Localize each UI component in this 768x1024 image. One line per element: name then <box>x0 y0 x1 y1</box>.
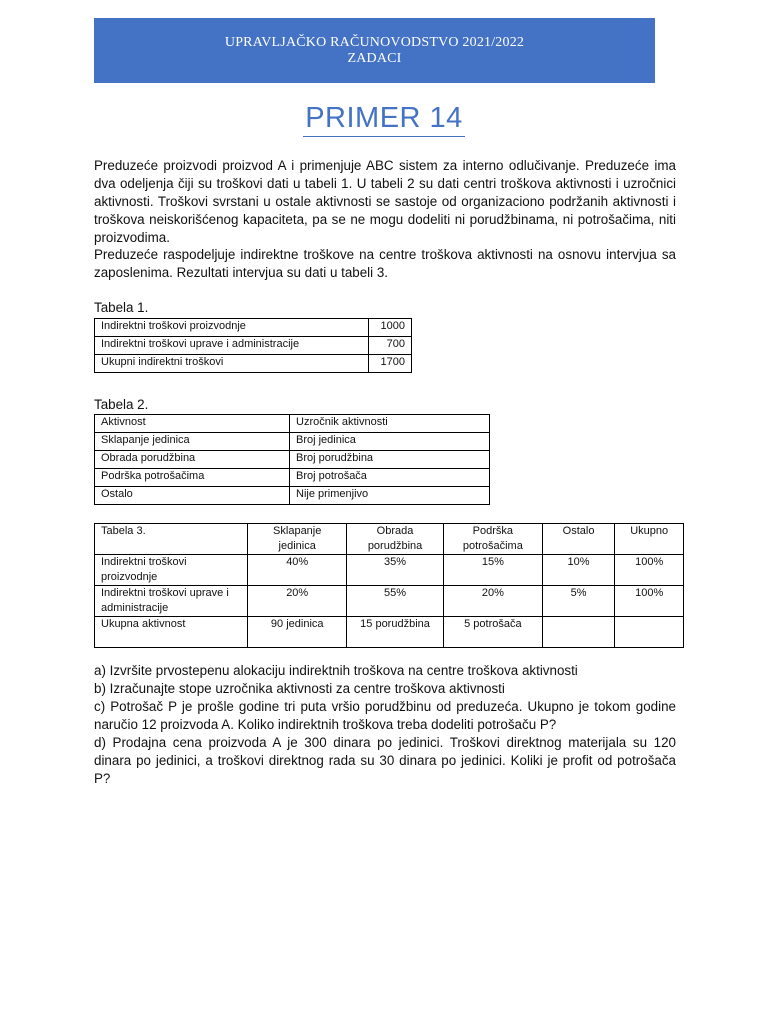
table-cell: 20% <box>248 586 347 617</box>
table-row <box>95 415 490 433</box>
column-header: Ostalo <box>542 524 615 555</box>
table-cell: 100% <box>615 555 684 586</box>
table-cell: 5 potrošača <box>443 617 542 648</box>
table-cell: Uzročnik aktivnosti <box>290 415 490 433</box>
table-cell: Ukupni indirektni troškovi <box>95 355 369 373</box>
table3-caption: Tabela 3. <box>95 524 248 555</box>
table-cell: Indirektni troškovi proizvodnje <box>95 319 369 337</box>
table-cell: 100% <box>615 586 684 617</box>
table-cell: Aktivnost <box>95 415 290 433</box>
table-cell: Ostalo <box>95 487 290 505</box>
header-banner <box>94 18 655 83</box>
question-c: c) Potrošač P je prošle godine tri puta vršio porudžbinu od preduzeća. Ukupno je tokom godine naručio 12 proizvoda A. Koliko indirektnih troškova treba dodeliti potrošaču P? <box>94 699 676 732</box>
header-course-title: UPRAVLJAČKO RAČUNOVODSTVO 2021/2022 <box>224 35 525 50</box>
row-label: Indirektni troškovi uprave i administracije <box>95 586 248 617</box>
column-header: Ukupno <box>615 524 684 555</box>
table-cell: 90 jedinica <box>248 617 347 648</box>
table-cell: 20% <box>443 586 542 617</box>
table1 <box>94 318 412 373</box>
table-cell: 15% <box>443 555 542 586</box>
intro-paragraph-2: Preduzeće raspodeljuje indirektne troškove na centre troškova aktivnosti na osnovu intervjua sa zaposlenima. Rezultati intervjua su dati u tabeli 3. <box>94 247 676 280</box>
table-cell: Sklapanje jedinica <box>95 433 290 451</box>
table-cell: 1700 <box>369 355 412 373</box>
table-row <box>95 337 412 355</box>
table-cell: 10% <box>542 555 615 586</box>
table-cell: Podrška potrošačima <box>95 469 290 487</box>
questions-list <box>94 662 676 788</box>
table3 <box>94 523 684 648</box>
header-subtitle: ZADACI <box>347 51 402 66</box>
table-cell: Broj jedinica <box>290 433 490 451</box>
table-row <box>95 355 412 373</box>
table-cell: 700 <box>369 337 412 355</box>
question-d: d) Prodajna cena proizvoda A je 300 dinara po jedinici. Troškovi direktnog materijala su 120 dinara po jedinici, a troškovi direktnog rada su 30 dinara po jedinici. Koliki je profit od potrošača P? <box>94 735 676 786</box>
column-header: Obrada porudžbina <box>347 524 444 555</box>
table-cell: Broj potrošača <box>290 469 490 487</box>
table-row <box>95 433 490 451</box>
table-cell: 40% <box>248 555 347 586</box>
table-row <box>95 451 490 469</box>
question-a: a) Izvršite prvostepenu alokaciju indirektnih troškova na centre troškova aktivnosti <box>94 663 578 678</box>
table2 <box>94 414 490 505</box>
table-cell: 5% <box>542 586 615 617</box>
question-b: b) Izračunajte stope uzročnika aktivnosti za centre troškova aktivnosti <box>94 681 505 696</box>
table1-caption: Tabela 1. <box>94 300 149 315</box>
table-cell: 35% <box>347 555 444 586</box>
table-row <box>95 586 684 617</box>
page-title: PRIMER 14 <box>0 100 768 137</box>
table-cell <box>615 617 684 648</box>
table-cell: Obrada porudžbina <box>95 451 290 469</box>
column-header: Podrška potrošačima <box>443 524 542 555</box>
table-row <box>95 487 490 505</box>
table-cell <box>542 617 615 648</box>
table-row <box>95 555 684 586</box>
table-cell: Broj porudžbina <box>290 451 490 469</box>
table-row <box>95 469 490 487</box>
table-cell: 1000 <box>369 319 412 337</box>
table-header-row <box>95 524 684 555</box>
table-cell: Indirektni troškovi uprave i administracije <box>95 337 369 355</box>
row-label: Ukupna aktivnost <box>95 617 248 648</box>
table-row <box>95 617 684 648</box>
table-row <box>95 319 412 337</box>
row-label: Indirektni troškovi proizvodnje <box>95 555 248 586</box>
table-cell: Nije primenjivo <box>290 487 490 505</box>
table-cell: 15 porudžbina <box>347 617 444 648</box>
intro-paragraph-1: Preduzeće proizvodi proizvod A i primenjuje ABC sistem za interno odlučivanje. Preduzeće ima dva odeljenja čiji su troškovi dati u tabeli 1. U tabeli 2 su dati centri troškova aktivnosti i uzročnici aktivnosti. Troškovi svrstani u ostale aktivnosti se sastoje od organizaciono podržanih aktivnosti i troškova neiskorišćenog kapaciteta, pa se ne mogu dodeliti ni porudžbinama, ni potrošačima, niti proizvodima. <box>94 158 676 245</box>
column-header: Sklapanje jedinica <box>248 524 347 555</box>
table-cell: 55% <box>347 586 444 617</box>
table2-caption: Tabela 2. <box>94 397 149 412</box>
